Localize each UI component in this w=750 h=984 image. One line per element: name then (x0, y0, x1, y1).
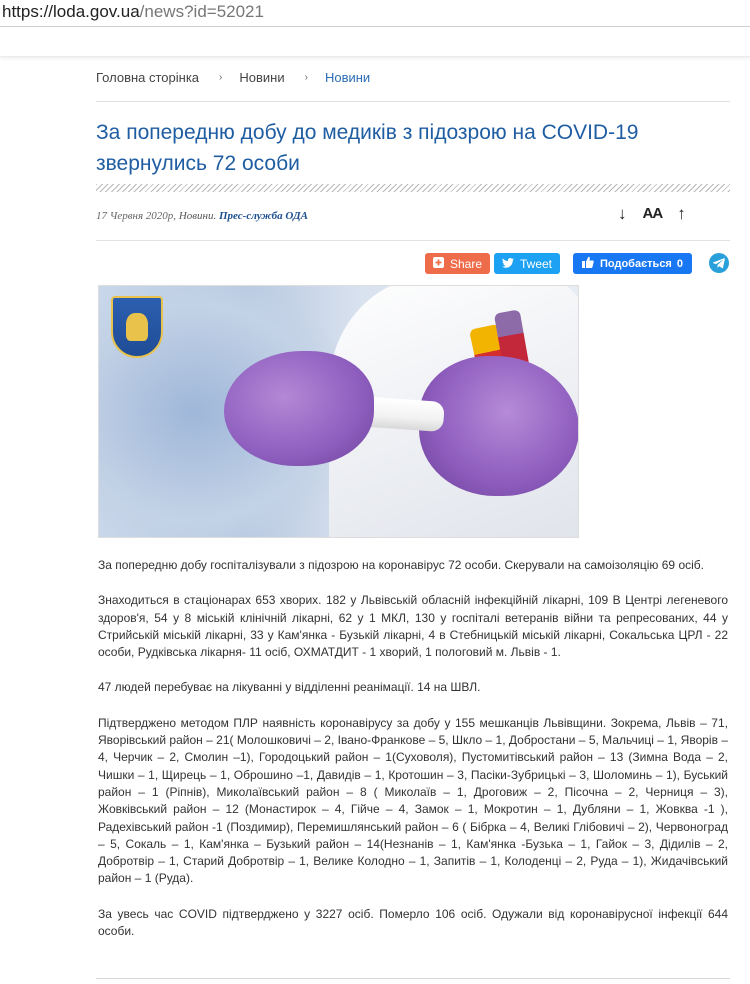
hatched-divider (96, 184, 730, 192)
page-title: За попередню добу до медиків з підозрою на COVID-19 звернулись 72 особи (96, 121, 639, 175)
article-image (98, 285, 579, 538)
tweet-button[interactable] (494, 253, 560, 274)
article-meta (96, 210, 308, 222)
breadcrumb-separator: › (304, 72, 308, 83)
divider (96, 978, 730, 979)
font-size-icon[interactable]: A A (642, 205, 662, 222)
breadcrumb-current[interactable]: Новини (324, 70, 371, 85)
like-count: 0 (676, 257, 683, 270)
breadcrumb-separator: › (219, 72, 223, 83)
facebook-like-button[interactable] (573, 253, 692, 274)
decrease-font-icon[interactable]: ↓ (618, 204, 627, 223)
article-body (98, 557, 728, 958)
article-date: 17 Червня 2020р, (96, 210, 177, 222)
address-bar[interactable] (0, 0, 750, 27)
tweet-label: Tweet (520, 256, 553, 271)
increase-font-icon[interactable]: ↑ (677, 204, 686, 223)
article-paragraph: За увесь час COVID підтверджено у 3227 осіб. Померло 106 осіб. Одужали від коронавірусної інфекції 644 особи. (98, 906, 728, 939)
thumbs-up-icon (582, 256, 594, 271)
article-paragraph: Підтверджено методом ПЛР наявність коронавірусу за добу у 155 мешканців Львівщини. Зокрема, Львів – 71, Яворівський район – 21( Молошковичі – 2, Івано-Франкове – 5, Шкло – 1, Добростани – 5, Мальчиці – 1, Яворів – 4, Черчик – 2, Смолин –1), Городоцький район – 1(Суховоля), Пустомитівський район – 13 (Зимна Вода – 2, Чишки – 1, Щирець – 1, Оброшино –1, Давидів – 1, Кротошин – 3, Пасіки-Зубрицькі – 3, Шоломинь – 1), Буський район – 1 (Ріпнів), Миколаївський район – 8 ( Миколаїв – 1, Дроговиж – 2, Пісочна – 2, Черниця – 3), Жовківський район – 12 (Монастирок – 4, Гійче – 4, Замок – 1, Мокротин – 1, Дубляни – 1, Жовква -1 ), Радехівський район -1 (Поздимир), Перемишлянський район – 6 ( Бібрка – 4, Великі Глібовичі – 2), Червоноград – 5, Сокаль – 1, Кам'янка – Бузький район – 14(Незнанів – 1, Кам'янка -Бузька – 1, Гайок – 3, Дідилів – 2, Добротвір – 1, Старий Добротвір – 1, Велике Колодно – 1, Запитів – 1, Колоденці – 2, Руда – 1), Жидачівський район – 1 (Руда). (98, 715, 728, 886)
article-paragraph: Знаходиться в стаціонарах 653 хворих. 182 у Львівській обласній інфекційній лікарні, 109 В Центрі легеневого здоров'я, 54 у 8 міській клінічній лікарні, 62 у 1 МКЛ, 130 у госпіталі ветеранів війни та репресованих, 44 у Стрийській міській лікарні, 33 у Кам'янка - Бузькій лікарні, 4 в Стебницькій міській лікарні, Сокальська ЦРЛ - 22 особи, Рудківська лікарня- 11 осіб, ОХМАТДИТ - 1 хворий, 1 пологовий м. Львів - 1. (98, 593, 728, 660)
like-label: Подобається (600, 257, 672, 270)
divider (96, 101, 730, 102)
article-paragraph: 47 людей перебуває на лікуванні у відділенні реанімації. 14 на ШВЛ. (98, 680, 481, 695)
twitter-bird-icon (502, 257, 514, 271)
breadcrumb-home[interactable]: Головна сторінка (96, 70, 200, 85)
share-label: Share (450, 256, 483, 271)
url-path: /news?id=52021 (139, 2, 264, 21)
article-category[interactable]: Новини. (178, 210, 217, 222)
breadcrumb (96, 70, 370, 85)
article-paragraph: За попередню добу госпіталізували з підозрою на коронавірус 72 особи. Скерували на самоізоляцію 69 осіб. (98, 558, 704, 572)
url-host: https://loda.gov.ua (2, 2, 140, 21)
divider (96, 240, 730, 241)
plus-box-icon (433, 257, 444, 271)
article-author[interactable]: Прес-служба ОДА (219, 210, 308, 222)
telegram-share-button[interactable] (709, 253, 729, 273)
site-header-band (0, 27, 750, 57)
breadcrumb-news[interactable]: Новини (239, 70, 285, 85)
lviv-oblast-emblem-icon (111, 296, 163, 358)
font-size-tools (618, 204, 686, 224)
telegram-icon (713, 258, 725, 269)
share-button[interactable] (425, 253, 490, 274)
